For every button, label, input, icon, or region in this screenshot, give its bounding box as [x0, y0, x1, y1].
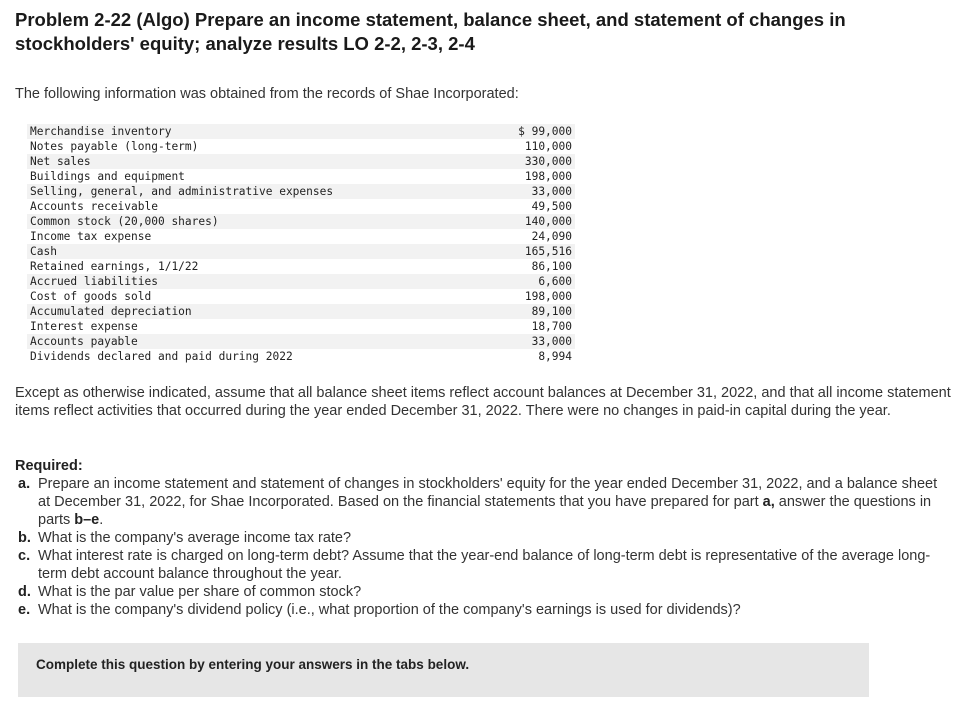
account-label: Accounts receivable	[30, 200, 158, 213]
account-amount: 198,000	[524, 170, 572, 183]
assumptions-paragraph: Except as otherwise indicated, assume that all balance sheet items reflect account balances at December 31, 2022, and that all income statement items reflect activities that occurred during the year ended December 31, 2022. There were no changes in paid-in capital during the year.	[15, 385, 951, 419]
account-label: Accounts payable	[27, 334, 449, 349]
account-row	[27, 229, 575, 244]
account-label: Notes payable (long-term)	[30, 140, 199, 153]
account-label: Retained earnings, 1/1/22	[30, 260, 199, 273]
required-letter: a.	[18, 476, 31, 492]
account-row	[27, 139, 575, 154]
required-item-a: a. Prepare an income statement and statement of changes in stockholders' equity for the year ended December 31, 2022, and a balance sheet at December 31, 2022, for Shae Incorporated. Based on the financial statements that you have prepared for part a, answer the questions in parts b–e.	[18, 476, 938, 528]
account-row	[27, 169, 575, 184]
account-label: Cost of goods sold	[30, 290, 152, 303]
account-amount: 49,500	[531, 200, 572, 213]
required-item-c: c. What interest rate is charged on long-term debt? Assume that the year-end balance of long-term debt is representative of the average long-term debt account balance throughout the year.	[18, 548, 931, 582]
account-amount: 33,000	[449, 184, 575, 199]
account-label: Common stock (20,000 shares)	[27, 214, 449, 229]
account-label: Accrued liabilities	[27, 274, 449, 289]
required-heading: Required:	[15, 458, 83, 474]
required-letter: d.	[18, 584, 31, 600]
account-row	[27, 334, 575, 349]
account-row	[27, 199, 575, 214]
account-row	[27, 304, 575, 319]
account-label: Buildings and equipment	[30, 170, 185, 183]
required-letter: e.	[18, 602, 31, 618]
instructions-text: Complete this question by entering your answers in the tabs below.	[36, 657, 470, 672]
account-label: Merchandise inventory	[27, 124, 449, 139]
account-amount: 6,600	[449, 274, 575, 289]
account-row	[27, 124, 575, 139]
account-amount: 33,000	[449, 334, 575, 349]
account-label: Net sales	[27, 154, 449, 169]
required-list	[15, 475, 950, 619]
account-row	[27, 274, 575, 289]
account-amount: 24,090	[531, 230, 572, 243]
accounts-table	[27, 124, 575, 364]
account-row	[27, 349, 575, 364]
account-row	[27, 154, 575, 169]
account-label: Accumulated depreciation	[27, 304, 449, 319]
required-letter: c.	[18, 548, 31, 564]
account-label: Interest expense	[30, 320, 138, 333]
account-amount: 165,516	[449, 244, 575, 259]
account-row	[27, 244, 575, 259]
problem-title: Problem 2-22 (Algo) Prepare an income statement, balance sheet, and statement of changes in stockholders' equity; analyze results LO 2-2, 2-3, 2-4	[15, 9, 846, 54]
instructions-banner	[18, 643, 869, 697]
account-amount: 89,100	[449, 304, 575, 319]
required-letter: b.	[18, 530, 31, 546]
account-amount: $ 99,000	[449, 124, 575, 139]
account-label: Selling, general, and administrative expenses	[27, 184, 449, 199]
required-item-d: d. What is the par value per share of common stock?	[18, 584, 362, 600]
account-amount: 140,000	[449, 214, 575, 229]
account-amount: 110,000	[524, 140, 572, 153]
account-amount: 330,000	[449, 154, 575, 169]
account-amount: 8,994	[538, 350, 572, 363]
required-item-e: e. What is the company's dividend policy (i.e., what proportion of the company's earnings is used for dividends)?	[18, 602, 741, 618]
account-row	[27, 184, 575, 199]
account-row	[27, 214, 575, 229]
account-amount: 198,000	[524, 290, 572, 303]
account-row	[27, 319, 575, 334]
account-row	[27, 259, 575, 274]
account-label: Income tax expense	[30, 230, 152, 243]
account-label: Cash	[27, 244, 449, 259]
intro-text: The following information was obtained from the records of Shae Incorporated:	[15, 86, 519, 102]
required-section	[15, 457, 950, 619]
account-row	[27, 289, 575, 304]
account-label: Dividends declared and paid during 2022	[30, 350, 293, 363]
account-amount: 18,700	[531, 320, 572, 333]
required-item-b: b. What is the company's average income tax rate?	[18, 530, 352, 546]
account-amount: 86,100	[531, 260, 572, 273]
